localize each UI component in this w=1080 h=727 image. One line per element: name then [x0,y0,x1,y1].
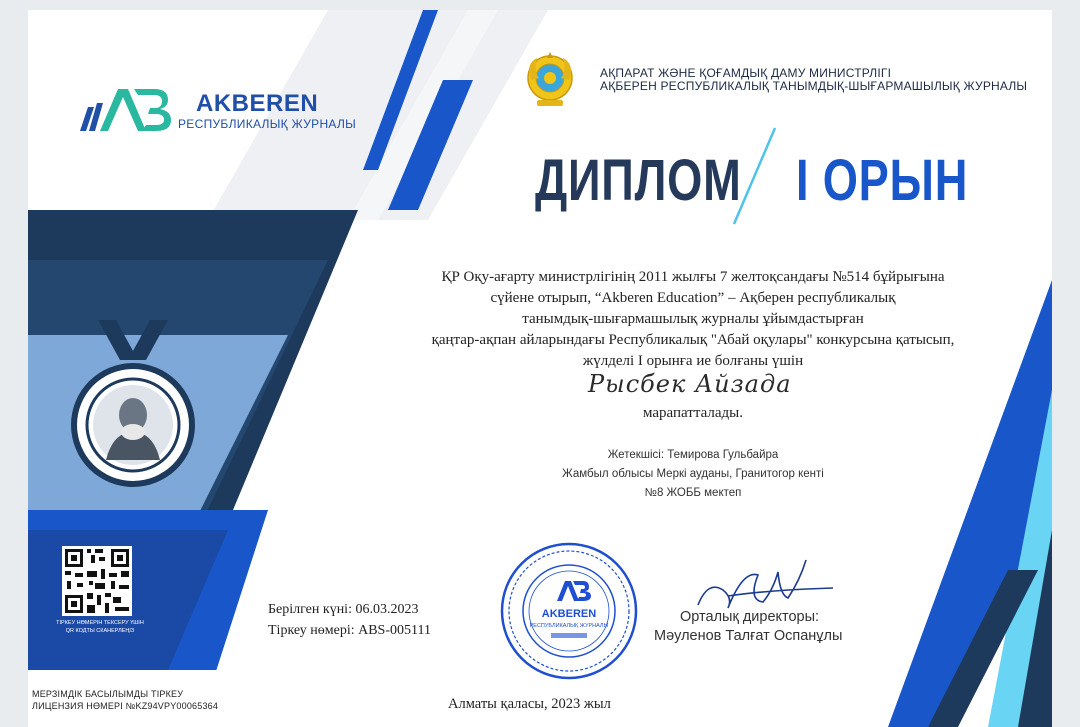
diploma-page [28,10,1052,727]
ministry-header [600,67,1027,93]
award-text-line: ҚР Оқу-ағарту министрлігінің 2011 жылғы 7 желтоқсандағы №514 бұйрығына [441,269,945,285]
license-line-1: МЕРЗІМДІК БАСЫЛЫМДЫ ТІРКЕУ [32,689,184,699]
leader-info [468,446,918,503]
leader-region: Жамбыл облысы Меркі ауданы, Гранитогор кенті [562,468,824,480]
director-block [654,608,842,646]
award-text-line: қаңтар-ақпан айларындағы Республикалық "Абай оқулары" конкурсына қатысып, [431,332,955,348]
awarded-text: марапатталады. [643,405,743,421]
qr-caption-line-1: ТІРКЕУ НӨМЕРІН ТЕКСЕРУ ҮШІН [56,620,144,626]
official-stamp-icon [499,541,639,681]
logo-wordmark: AKBEREN [196,90,319,117]
qr-code-icon[interactable] [62,546,132,616]
state-emblem-icon [525,50,575,112]
ministry-line-2: АҚБЕРЕН РЕСПУБЛИКАЛЫҚ ТАНЫМДЫҚ-ШЫҒАРМАШЫЛЫҚ ЖУРНАЛЫ [600,79,1028,93]
director-title: Орталық директоры: [680,609,820,625]
license-line-2: ЛИЦЕНЗИЯ НӨМЕРІ №KZ94VPY00065364 [32,701,219,711]
qr-caption-line-2: QR КОДТЫ СКАНЕРЛЕҢІЗ [65,628,135,634]
recipient-name: Рысбек Айзада [588,370,792,398]
leader-name: Жетекшісі: Темирова Гульбайра [607,449,779,461]
medal-icon [68,320,198,500]
award-text [380,267,1006,372]
logo-subtitle: РЕСПУБЛИКАЛЫҚ ЖУРНАЛЫ [178,117,357,131]
leader-school: №8 ЖОББ мектеп [644,487,742,499]
qr-caption [44,619,156,635]
award-text-line: сүйене отырып, “Akberen Education” – Ақберен республикалық [490,290,896,306]
akberen-logo-icon [76,83,176,143]
award-text-line: жүлделі I орынға ие болғаны үшін [582,353,804,369]
stamp-sub: РЕСПУБЛИКАЛЫҚ ЖУРНАЛЫ [529,623,609,629]
issue-date: Берілген күні: 06.03.2023 [268,602,419,617]
issue-info [268,599,431,641]
director-name: Мәуленов Талғат Оспанұлы [654,628,843,644]
ministry-line-1: АҚПАРАТ ЖӘНЕ ҚОҒАМДЫҚ ДАМУ МИНИСТРЛІГІ [600,66,892,80]
place-title: I ОРЫН [796,148,969,213]
stamp-word: AKBEREN [541,608,597,620]
award-text-line: танымдық-шығармашылық журналы ұйымдастырған [522,311,864,327]
city-year: Алматы қаласы, 2023 жыл [448,696,611,712]
diploma-title: ДИПЛОМ [535,148,742,213]
license-info [32,688,218,712]
registration-number: Тіркеу нөмері: ABS-005111 [268,623,431,638]
